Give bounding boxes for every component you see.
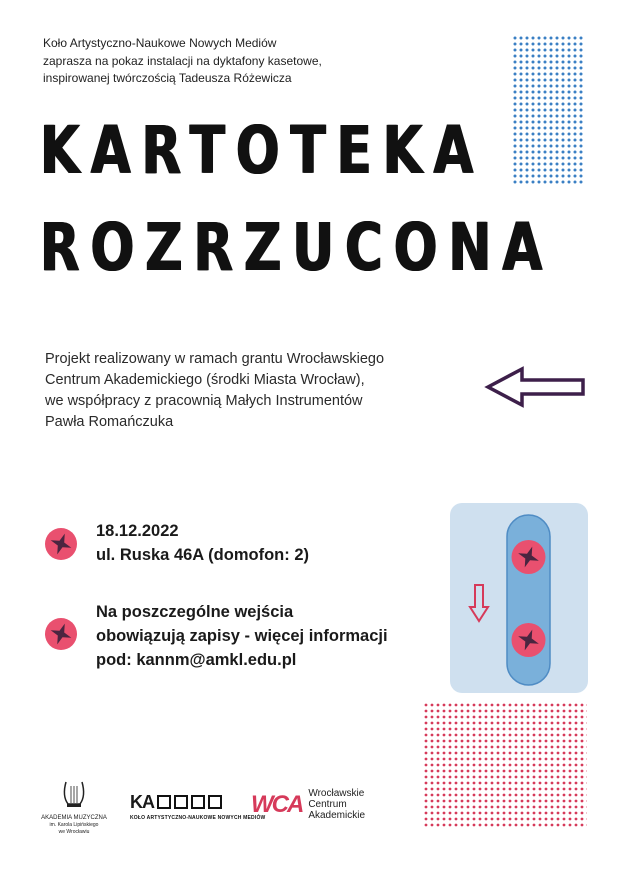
project-line-2: Centrum Akademickiego (środki Miasta Wrocław), — [45, 372, 365, 388]
registration-info — [96, 600, 388, 672]
info-line-2: obowiązują zapisy - więcej informacji — [96, 627, 388, 645]
wca-line-2: Centrum — [308, 799, 347, 810]
wca-mark: WCA — [251, 790, 303, 818]
screw-icon — [44, 527, 78, 561]
screw-icon — [512, 623, 546, 657]
event-details — [96, 519, 309, 567]
title-line-2: ROZRZUCONA — [40, 209, 554, 286]
academy-logo — [38, 778, 110, 836]
square-icon — [191, 795, 205, 809]
blue-dot-pattern — [512, 35, 584, 185]
red-dot-pattern — [423, 702, 587, 827]
intro-line-1: Koło Artystyczno-Naukowe Nowych Mediów — [43, 36, 277, 50]
project-line-1: Projekt realizowany w ramach grantu Wrocławskiego — [45, 351, 385, 367]
intro-line-2: zaprasza na pokaz instalacji na dyktafony kasetowe, — [43, 53, 322, 68]
info-line-1: Na poszczególne wejścia — [96, 603, 294, 621]
event-address: ul. Ruska 46A (domofon: 2) — [96, 546, 309, 564]
academy-name: AKADEMIA MUZYCZNA — [41, 815, 107, 821]
cassette-graphic — [450, 503, 588, 693]
kn-subtitle: KOŁO ARTYSTYCZNO-NAUKOWE NOWYCH MEDIÓW — [130, 815, 266, 821]
academy-sub-1: im. Karola Lipińskiego — [49, 822, 99, 828]
square-icon — [208, 795, 222, 809]
square-icon — [157, 795, 171, 809]
title-line-1: KARTOTEKA — [40, 112, 485, 189]
screw-icon — [44, 617, 78, 651]
kn-letters: KA — [130, 792, 154, 812]
wca-line-1: Wrocławskie — [308, 788, 365, 799]
info-line-3: pod: kannm@amkl.edu.pl — [96, 651, 297, 669]
academy-sub-2: we Wrocławiu — [58, 829, 90, 835]
intro-text — [43, 35, 373, 88]
intro-line-3: inspirowanej twórczością Tadeusza Różewicza — [43, 71, 292, 85]
square-icon — [174, 795, 188, 809]
project-description — [45, 349, 425, 433]
project-line-3: we współpracy z pracownią Małych Instrumentów — [45, 393, 363, 409]
lyre-icon — [38, 778, 110, 810]
arrow-left-outline-icon — [484, 365, 588, 410]
wca-line-3: Akademickie — [308, 810, 366, 821]
event-date: 18.12.2022 — [96, 522, 179, 540]
project-line-4: Pawła Romańczuka — [45, 414, 174, 430]
screw-icon — [512, 540, 546, 574]
wca-logo — [251, 788, 365, 821]
kn-logo — [130, 792, 266, 821]
